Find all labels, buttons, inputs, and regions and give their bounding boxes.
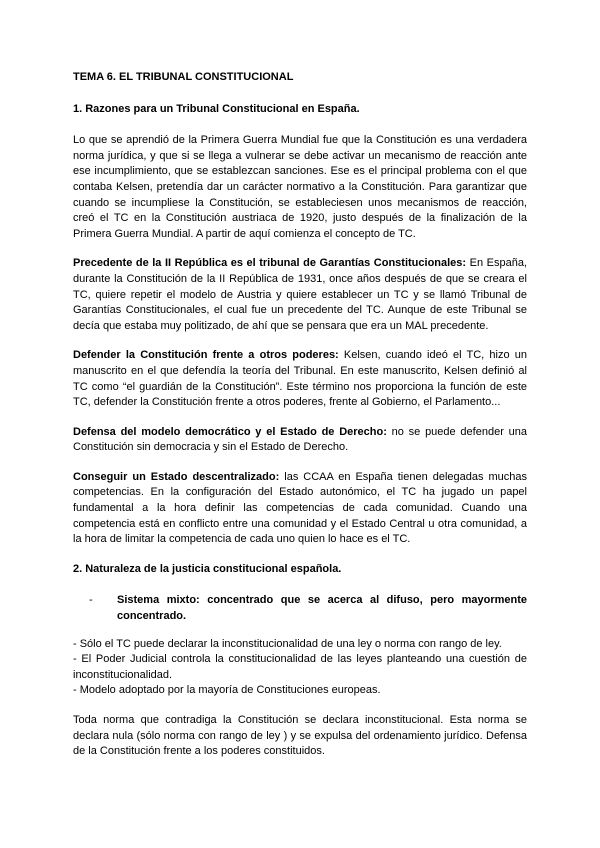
section-2-heading: 2. Naturaleza de la justicia constitucional española. [73, 562, 342, 575]
paragraph-defender [73, 348, 527, 410]
bullet-dash: - [89, 594, 93, 607]
document-page [73, 70, 527, 774]
bullet-text: Sistema mixto: concentrado que se acerca al difuso, pero mayormente concentrado. [117, 594, 527, 623]
paragraph-precedente [73, 256, 527, 334]
list-item: - Modelo adoptado por la mayoría de Constituciones europeas. [73, 684, 381, 697]
list-item: - El Poder Judicial controla la constitucionalidad de las leyes planteando una cuestión de inconstitucionalidad. [73, 653, 527, 681]
list-item: - Sólo el TC puede declarar la inconstitucionalidad de una ley o norma con rango de ley. [73, 637, 502, 650]
paragraph-text: En España, durante la Constitución de la II República de 1931, once años después de que se creara el TC, quiere repetir el modelo de Austria y quiere establecer un TC y se llamó Tribunal de Garantías Constitucionales, el cual fue un precedente del TC. Aunque de este Tribunal se decía que estaba muy politizado, de ahí que se pensara que era un MAL precedente. [73, 257, 527, 332]
document-title: TEMA 6. EL TRIBUNAL CONSTITUCIONAL [73, 71, 294, 83]
paragraph-defensa [73, 425, 527, 456]
bullet-item [73, 593, 527, 624]
section-1-intro: Lo que se aprendió de la Primera Guerra Mundial fue que la Constitución es una verdadera norma jurídica, y que si se llega a vulnerar se debe activar un mecanismo de reacción ante ese incumplimiento, que se establezcan sanciones. Ese es el principal problema con el que contaba Kelsen, pretendía dar un carácter normativo a la Constitución. Para garantizar que cuando se incumpliese la Constitución, se estableciesen unos mecanismos de reacción, creó el TC en la Constitución austriaca de 1920, justo después de la finalización de la Primera Guerra Mundial. A partir de aquí comienza el concepto de TC. [73, 134, 527, 240]
section-2-closing: Toda norma que contradiga la Constitución se declara inconstitucional. Esta norma se declara nula (sólo norma con rango de ley ) y se expulsa del ordenamiento jurídico. Defensa de la Constitución frente a los poderes constituidos. [73, 714, 527, 758]
paragraph-descentralizado [73, 470, 527, 548]
list-lines [73, 637, 527, 699]
paragraph-lead: Precedente de la II República es el tribunal de Garantías Constitucionales: [73, 257, 467, 270]
paragraph-text: no se puede defender una Constitución sin democracia y sin el Estado de Derecho. [73, 425, 527, 454]
paragraph-text: las CCAA en España tienen delegadas muchas competencias. En la configuración del Estado autonómico, el TC ha jugado un papel fundamental a la hora definir las competencias de cada comunidad. Cuando una competencia está en conflicto entre una comunidad y el Estado Central u otra comunidad, a la hora de limitar la competencia de cada uno quien lo hace es el TC. [73, 470, 527, 546]
paragraph-lead: Defender la Constitución frente a otros poderes: [73, 349, 339, 362]
section-1-heading: 1. Razones para un Tribunal Constitucional en España. [73, 102, 360, 115]
paragraph-lead: Defensa del modelo democrático y el Estado de Derecho: [73, 425, 387, 438]
paragraph-lead: Conseguir un Estado descentralizado: [73, 470, 280, 483]
paragraph-text: Kelsen, cuando ideó el TC, hizo un manuscrito en el que defendía la teoría del Tribunal. En este manuscrito, Kelsen definió al TC como “el guardián de la Constitución”. Este término nos proporciona la función de este TC, defender la Constitución frente a otros poderes, frente al Gobierno, el Parlamento... [73, 349, 527, 409]
